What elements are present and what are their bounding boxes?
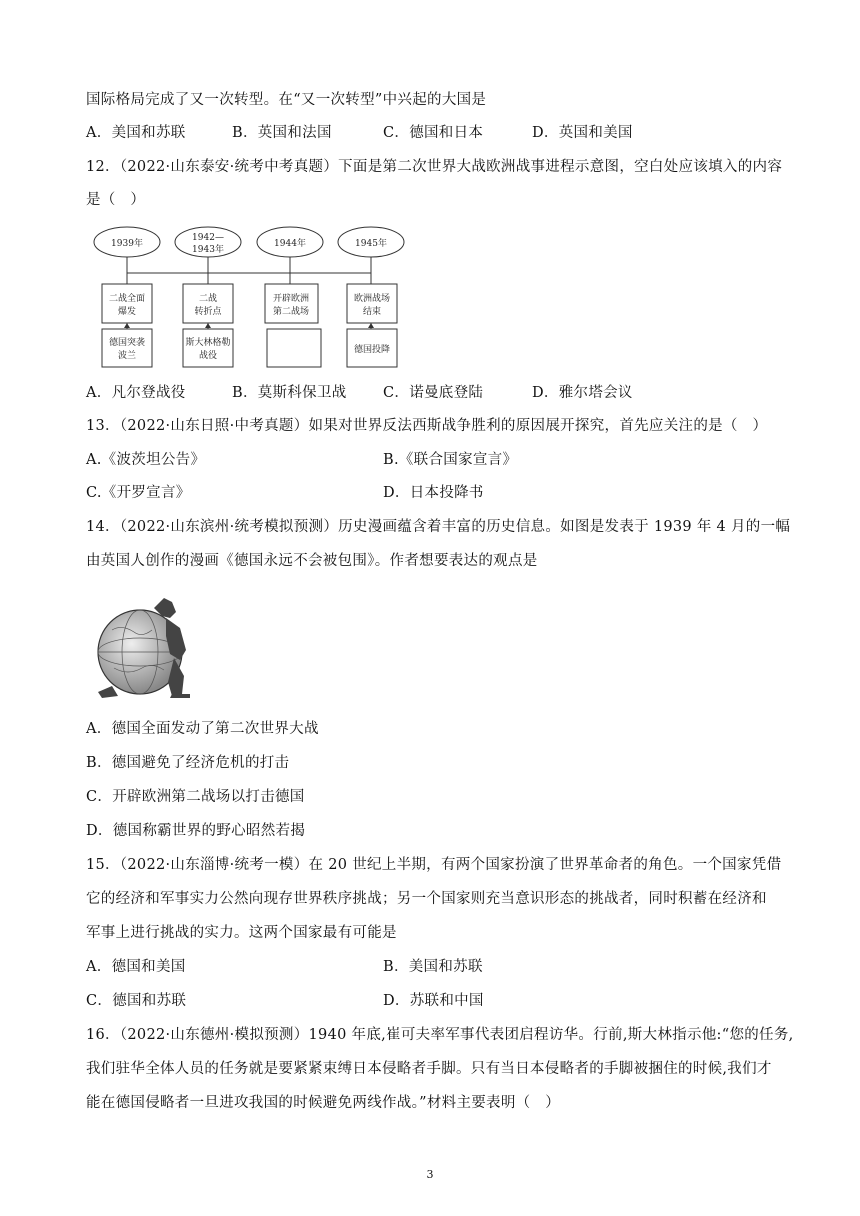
q15-option-c[interactable]: C．德国和苏联: [86, 993, 187, 1009]
q11-option-a[interactable]: A．美国和苏联: [86, 125, 186, 141]
war-progress-diagram: [92, 222, 422, 370]
event-bottom-1b: 波兰: [117, 351, 137, 361]
year-1942: 1942—: [192, 233, 224, 243]
q13-option-b[interactable]: B.《联合国家宣言》: [383, 452, 518, 468]
event-top-3a: 开辟欧洲: [272, 294, 310, 304]
q13-stem: 13．（2022·山东日照·中考真题）如果对世界反法西斯战争胜利的原因展开探究，首先应关注的是（ ）: [86, 418, 768, 434]
q14-option-c[interactable]: C．开辟欧洲第二战场以打击德国: [86, 789, 305, 805]
q12-option-a[interactable]: A．凡尔登战役: [86, 385, 186, 401]
year-1939: 1939年: [111, 239, 143, 249]
q15-option-b[interactable]: B．美国和苏联: [383, 959, 483, 975]
q13-option-d[interactable]: D．日本投降书: [383, 485, 484, 501]
year-1943: 1943年: [192, 245, 224, 255]
q12-option-b[interactable]: B．莫斯科保卫战: [232, 385, 347, 401]
q14-stem-line1: 14．（2022·山东滨州·统考模拟预测）历史漫画蕴含着丰富的历史信息。如图是发表于 1939 年 4 月的一幅: [86, 519, 791, 535]
event-top-1b: 爆发: [117, 307, 137, 317]
event-bottom-4: 德国投降: [353, 345, 391, 355]
q15-stem-line2: 它的经济和军事实力公然向现存世界秩序挑战；另一个国家则充当意识形态的挑战者，同时积蓄在经济和: [86, 891, 767, 907]
event-bottom-1a: 德国突袭: [108, 338, 146, 348]
event-top-2b: 转折点: [194, 307, 222, 317]
q14-option-a[interactable]: A．德国全面发动了第二次世界大战: [86, 721, 319, 737]
q15-stem-line1: 15．（2022·山东淄博·统考一模）在 20 世纪上半期，有两个国家扮演了世界革命者的角色。一个国家凭借: [86, 857, 782, 873]
q13-option-c[interactable]: C.《开罗宣言》: [86, 485, 191, 501]
q16-stem-line2: 我们驻华全体人员的任务就是要紧紧束缚日本侵略者手脚。只有当日本侵略者的手脚被捆住的时候,我们才: [86, 1061, 772, 1077]
q11-option-c[interactable]: C．德国和日本: [383, 125, 484, 141]
year-1945: 1945年: [355, 239, 387, 249]
q11-option-d[interactable]: D．英国和美国: [532, 125, 633, 141]
q13-option-a[interactable]: A.《波茨坦公告》: [86, 452, 206, 468]
event-top-3b: 第二战场: [272, 307, 310, 317]
q12-option-c[interactable]: C．诺曼底登陆: [383, 385, 484, 401]
event-top-4a: 欧洲战场: [353, 294, 391, 304]
q14-stem-line2: 由英国人创作的漫画《德国永远不会被包围》。作者想要表达的观点是: [86, 553, 538, 569]
event-bottom-2b: 战役: [198, 351, 218, 361]
q14-option-b[interactable]: B．德国避免了经济危机的打击: [86, 755, 290, 771]
event-top-2a: 二战: [198, 294, 218, 304]
q14-option-d[interactable]: D．德国称霸世界的野心昭然若揭: [86, 823, 306, 839]
q16-stem-line1: 16．（2022·山东德州·模拟预测）1940 年底,崔可夫率军事代表团启程访华。行前,斯大林指示他:“您的任务,: [86, 1027, 794, 1043]
q12-option-d[interactable]: D．雅尔塔会议: [532, 385, 633, 401]
year-1944: 1944年: [274, 239, 306, 249]
page-number: 3: [426, 1168, 434, 1181]
q11-stem: 国际格局完成了又一次转型。在“又一次转型”中兴起的大国是: [86, 92, 487, 108]
event-bottom-2a: 斯大林格勒: [185, 338, 231, 348]
q15-option-d[interactable]: D．苏联和中国: [383, 993, 484, 1009]
q12-stem-line2: 是（ ）: [86, 192, 146, 208]
q15-stem-line3: 军事上进行挑战的实力。这两个国家最有可能是: [86, 925, 397, 941]
q15-option-a[interactable]: A．德国和美国: [86, 959, 186, 975]
q12-stem-line1: 12．（2022·山东泰安·统考中考真题）下面是第二次世界大战欧洲战事进程示意图，空白处应该填入的内容: [86, 159, 783, 175]
q16-stem-line3: 能在德国侵略者一旦进攻我国的时候避免两线作战。”材料主要表明（ ）: [86, 1095, 561, 1111]
cartoon-image: [92, 590, 204, 700]
q11-option-b[interactable]: B．英国和法国: [232, 125, 332, 141]
event-top-1a: 二战全面: [108, 294, 146, 304]
event-top-4b: 结束: [362, 307, 382, 317]
